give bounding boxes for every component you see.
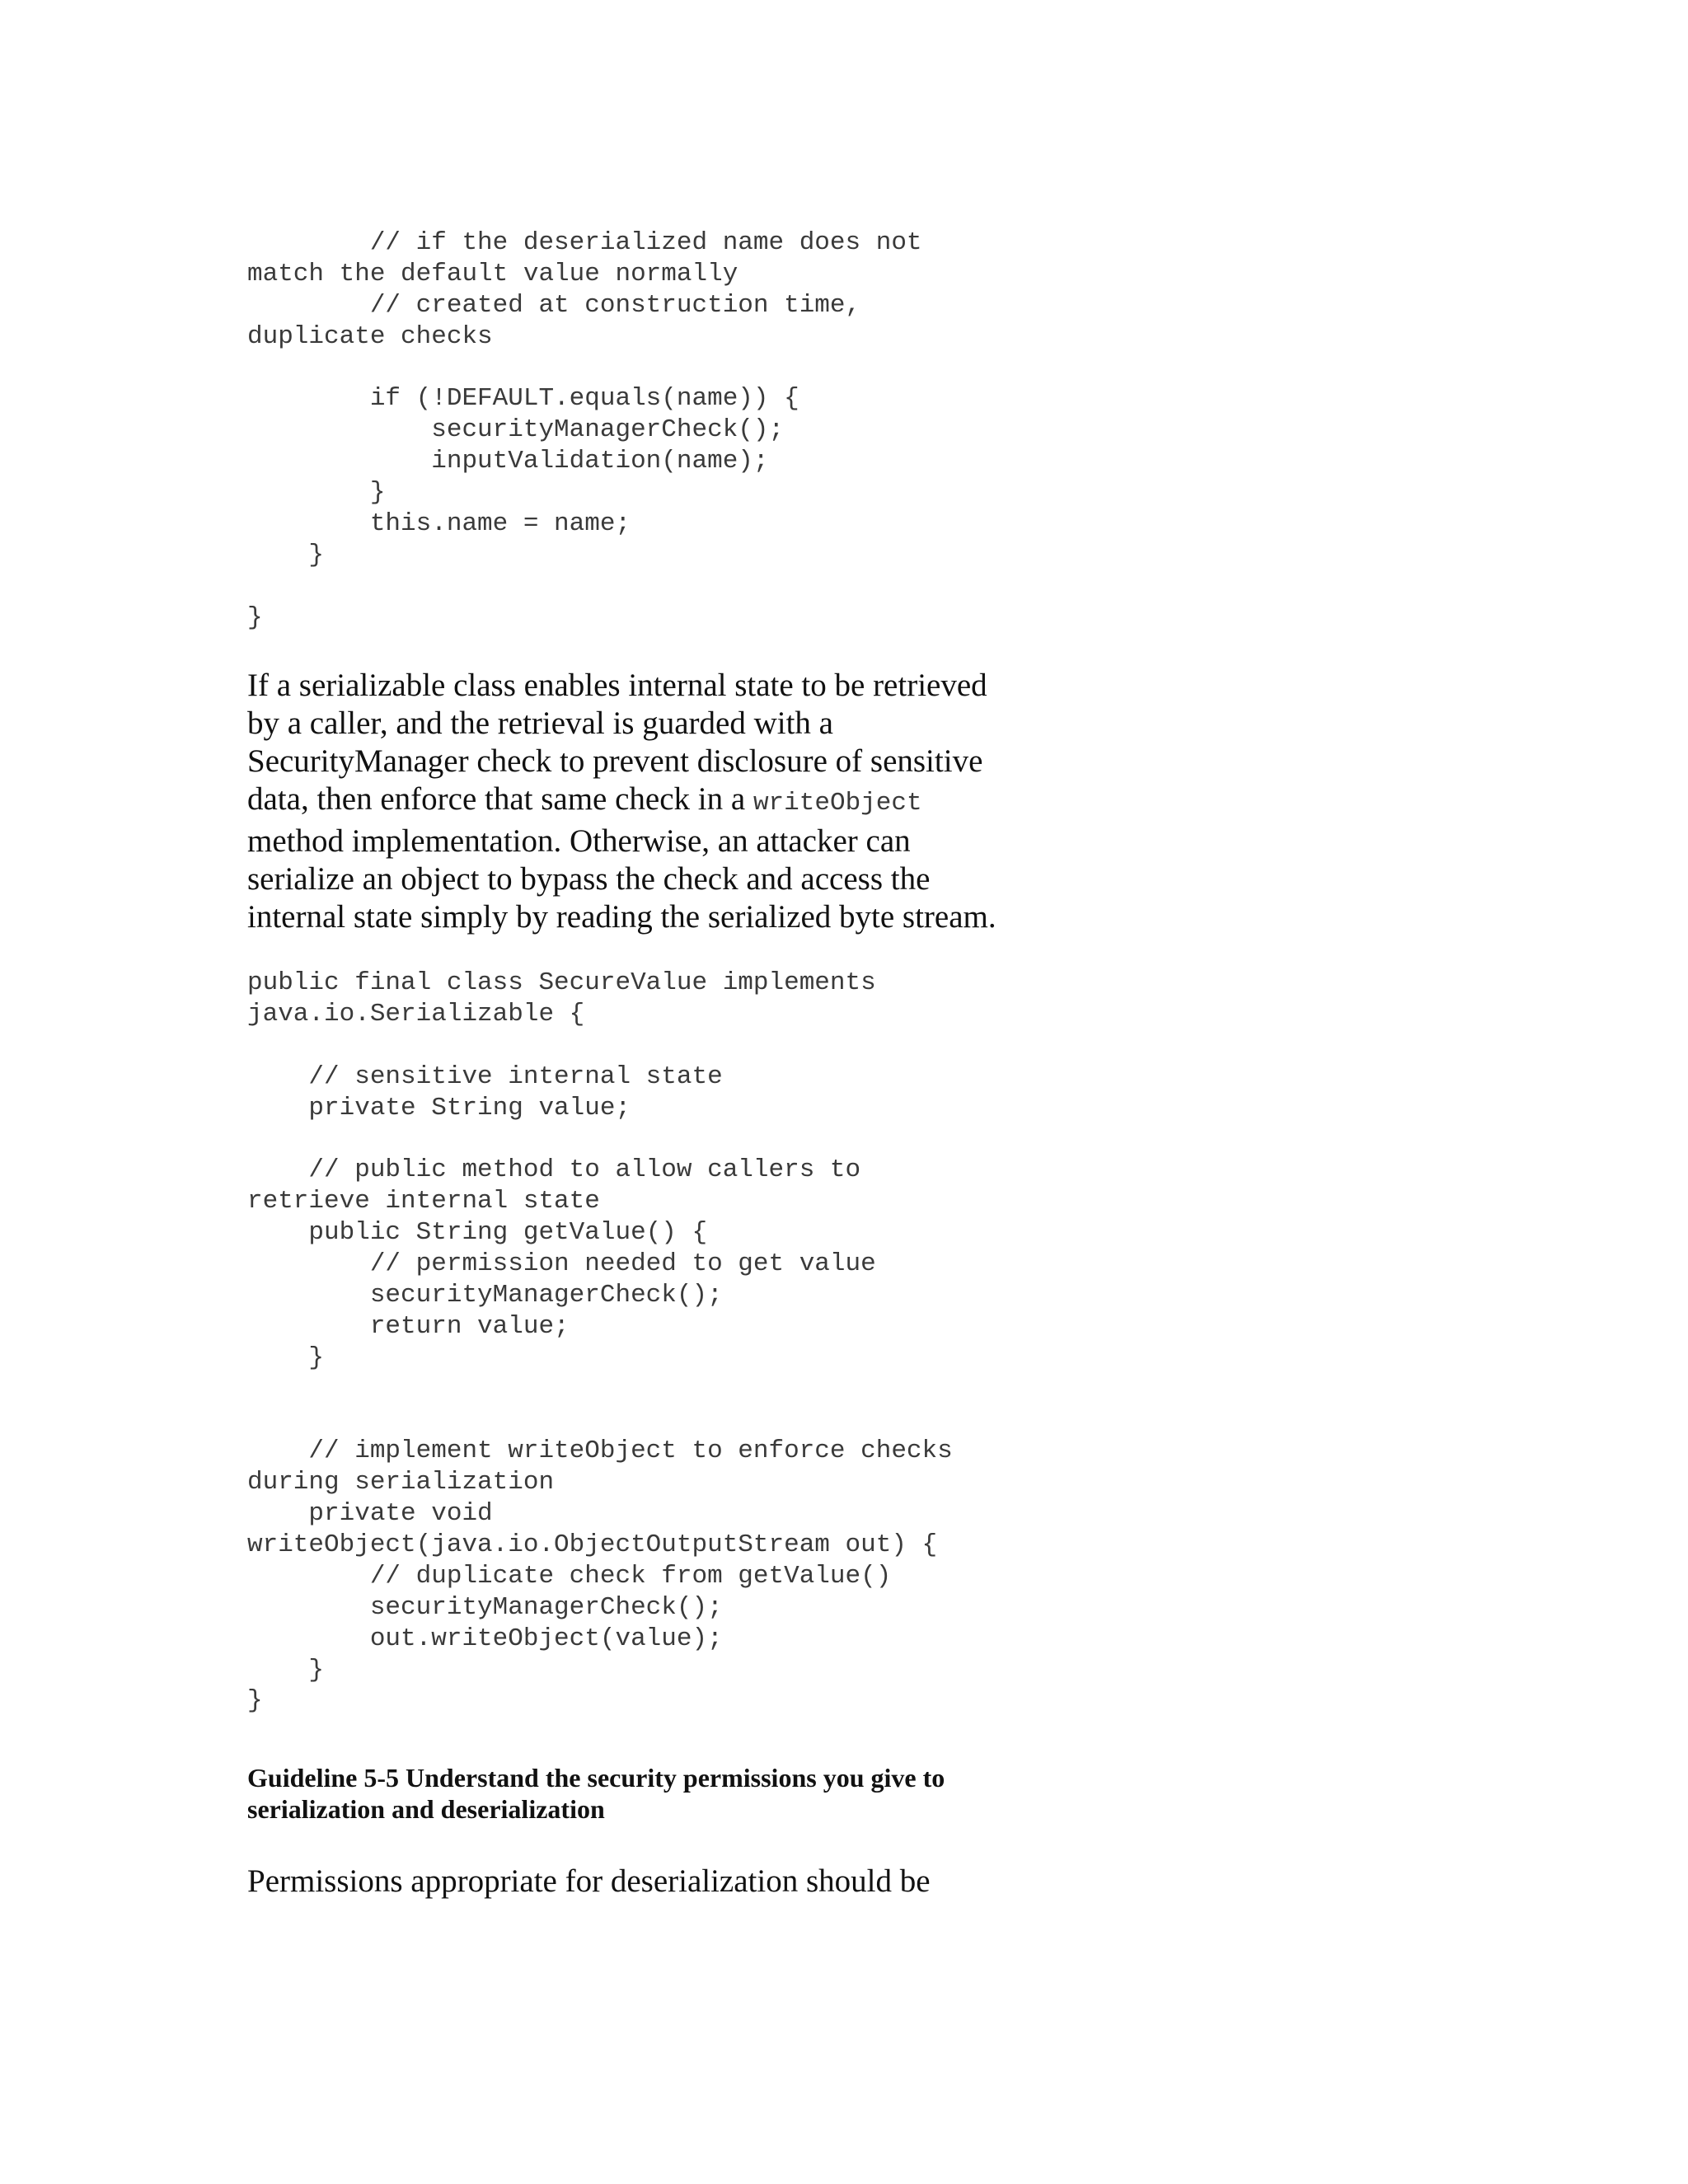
code-line: match the default value normally [247, 259, 738, 288]
code-line: return value; [247, 1311, 570, 1341]
paragraph-line [247, 780, 1039, 823]
code-line: securityManagerCheck(); [247, 1592, 723, 1622]
code-line: out.writeObject(value); [247, 1624, 723, 1653]
paragraph-line: internal state simply by reading the serialized byte stream. [247, 899, 996, 935]
paragraph-line: method implementation. Otherwise, an attacker can [247, 823, 911, 859]
code-line: // permission needed to get value [247, 1249, 876, 1279]
paragraph-serializable-state [247, 667, 1039, 936]
paragraph-line: Permissions appropriate for deserialization should be [247, 1863, 931, 1899]
code-line: private String value; [247, 1093, 631, 1122]
code-line: public final class SecureValue implements [247, 968, 876, 997]
code-line [247, 1374, 953, 1405]
code-line: securityManagerCheck(); [247, 1280, 723, 1310]
paragraph-text: data, then enforce that same check in a [247, 781, 753, 817]
code-line [247, 1404, 953, 1436]
code-line: } [247, 602, 263, 632]
code-line: } [247, 1655, 325, 1685]
code-line: // if the deserialized name does not [247, 228, 922, 257]
code-line: private void [247, 1499, 493, 1529]
paragraph-line: by a caller, and the retrieval is guarded with a [247, 705, 833, 741]
code-line: } [247, 478, 386, 508]
code-line: } [247, 1686, 263, 1716]
code-line: // duplicate check from getValue() [247, 1561, 892, 1591]
code-line: // created at construction time, [247, 290, 861, 320]
paragraph-line: SecurityManager check to prevent disclosure of sensitive [247, 743, 983, 779]
code-line: // implement writeObject to enforce checks [247, 1436, 953, 1466]
paragraph-permissions [247, 1863, 931, 1900]
code-line: if (!DEFAULT.equals(name)) { [247, 384, 799, 414]
code-line [247, 353, 922, 384]
code-line: during serialization [247, 1468, 555, 1497]
code-line: // sensitive internal state [247, 1062, 723, 1091]
guideline-heading [247, 1762, 945, 1825]
code-line: retrieve internal state [247, 1187, 600, 1216]
code-line [247, 1123, 953, 1155]
paragraph-line: serialize an object to bypass the check and access the [247, 861, 931, 897]
code-line [247, 571, 922, 602]
code-line: duplicate checks [247, 321, 493, 351]
paragraph-line: If a serializable class enables internal state to be retrieved [247, 668, 987, 703]
code-line: // public method to allow callers to [247, 1155, 861, 1185]
code-line: } [247, 1343, 325, 1372]
code-line: securityManagerCheck(); [247, 415, 785, 445]
code-block-securevalue-class [247, 968, 953, 1717]
code-block-deserialization-checks [247, 227, 922, 634]
heading-line: Guideline 5-5 Understand the security permissions you give to [247, 1763, 945, 1793]
code-line [247, 1030, 953, 1062]
code-line: public String getValue() { [247, 1218, 708, 1248]
heading-line: serialization and deserialization [247, 1794, 605, 1824]
code-line: inputValidation(name); [247, 447, 769, 476]
code-line: java.io.Serializable { [247, 999, 585, 1029]
code-line: this.name = name; [247, 509, 631, 539]
code-line: } [247, 540, 325, 569]
code-line: writeObject(java.io.ObjectOutputStream out) { [247, 1530, 938, 1560]
inline-code-writeobject: writeObject [753, 789, 922, 818]
